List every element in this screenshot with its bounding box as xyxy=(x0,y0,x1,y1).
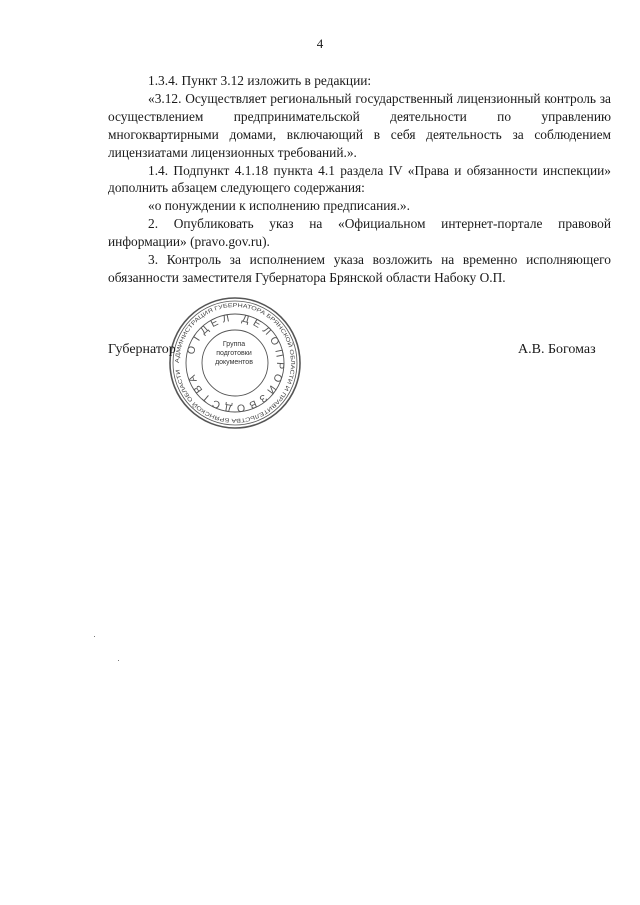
document-body xyxy=(108,72,611,287)
stamp-center-line: документов xyxy=(215,359,253,366)
paragraph-1-3-4: 1.3.4. Пункт 3.12 изложить в редакции: xyxy=(148,73,372,88)
scan-speck xyxy=(94,636,95,637)
paragraph-3-12-text: «3.12. Осуществляет региональный государственный лицензионный контроль за осуществлением предпринимательской деятельности по управлению многоквартирными домами, включающий в себя деятельность за соблюдением лицензиатами лицензионных требований.». xyxy=(108,90,611,160)
scan-speck xyxy=(118,660,119,661)
stamp-center-line: Группа xyxy=(222,341,246,348)
paragraph-3-control: 3. Контроль за исполнением указа возложить на временно исполняющего обязанности заместителя Губернатора Брянской области Набоку О.П. xyxy=(108,252,611,285)
paragraph-1-4: 1.4. Подпункт 4.1.18 пункта 4.1 раздела IV «Права и обязанности инспекции» дополнить абзацем следующего содержания: xyxy=(108,162,611,196)
paragraph-addition: «о понуждении к исполнению предписания.». xyxy=(148,198,410,214)
signatory-name: А.В. Богомаз xyxy=(518,342,596,357)
stamp-middle-ring-text: ОТДЕЛ ДЕЛОПРОИЗВОДСТВА xyxy=(184,311,287,415)
signatory-position: Губернатор xyxy=(108,342,176,357)
paragraph-2-publish: 2. Опубликовать указ на «Официальном интернет-портале правовой информации» (pravo.gov.ru). xyxy=(108,216,611,250)
page-number: 4 xyxy=(316,36,324,51)
official-stamp xyxy=(168,296,302,430)
stamp-center-text xyxy=(208,340,260,367)
stamp-center-line: подготовки xyxy=(216,350,252,357)
stamp-outer-ring-text: АДМИНИСТРАЦИЯ ГУБЕРНАТОРА БРЯНСКОЙ ОБЛАСТИ И ПРАВИТЕЛЬСТВА БРЯНСКОЙ ОБЛАСТИ xyxy=(174,302,296,424)
